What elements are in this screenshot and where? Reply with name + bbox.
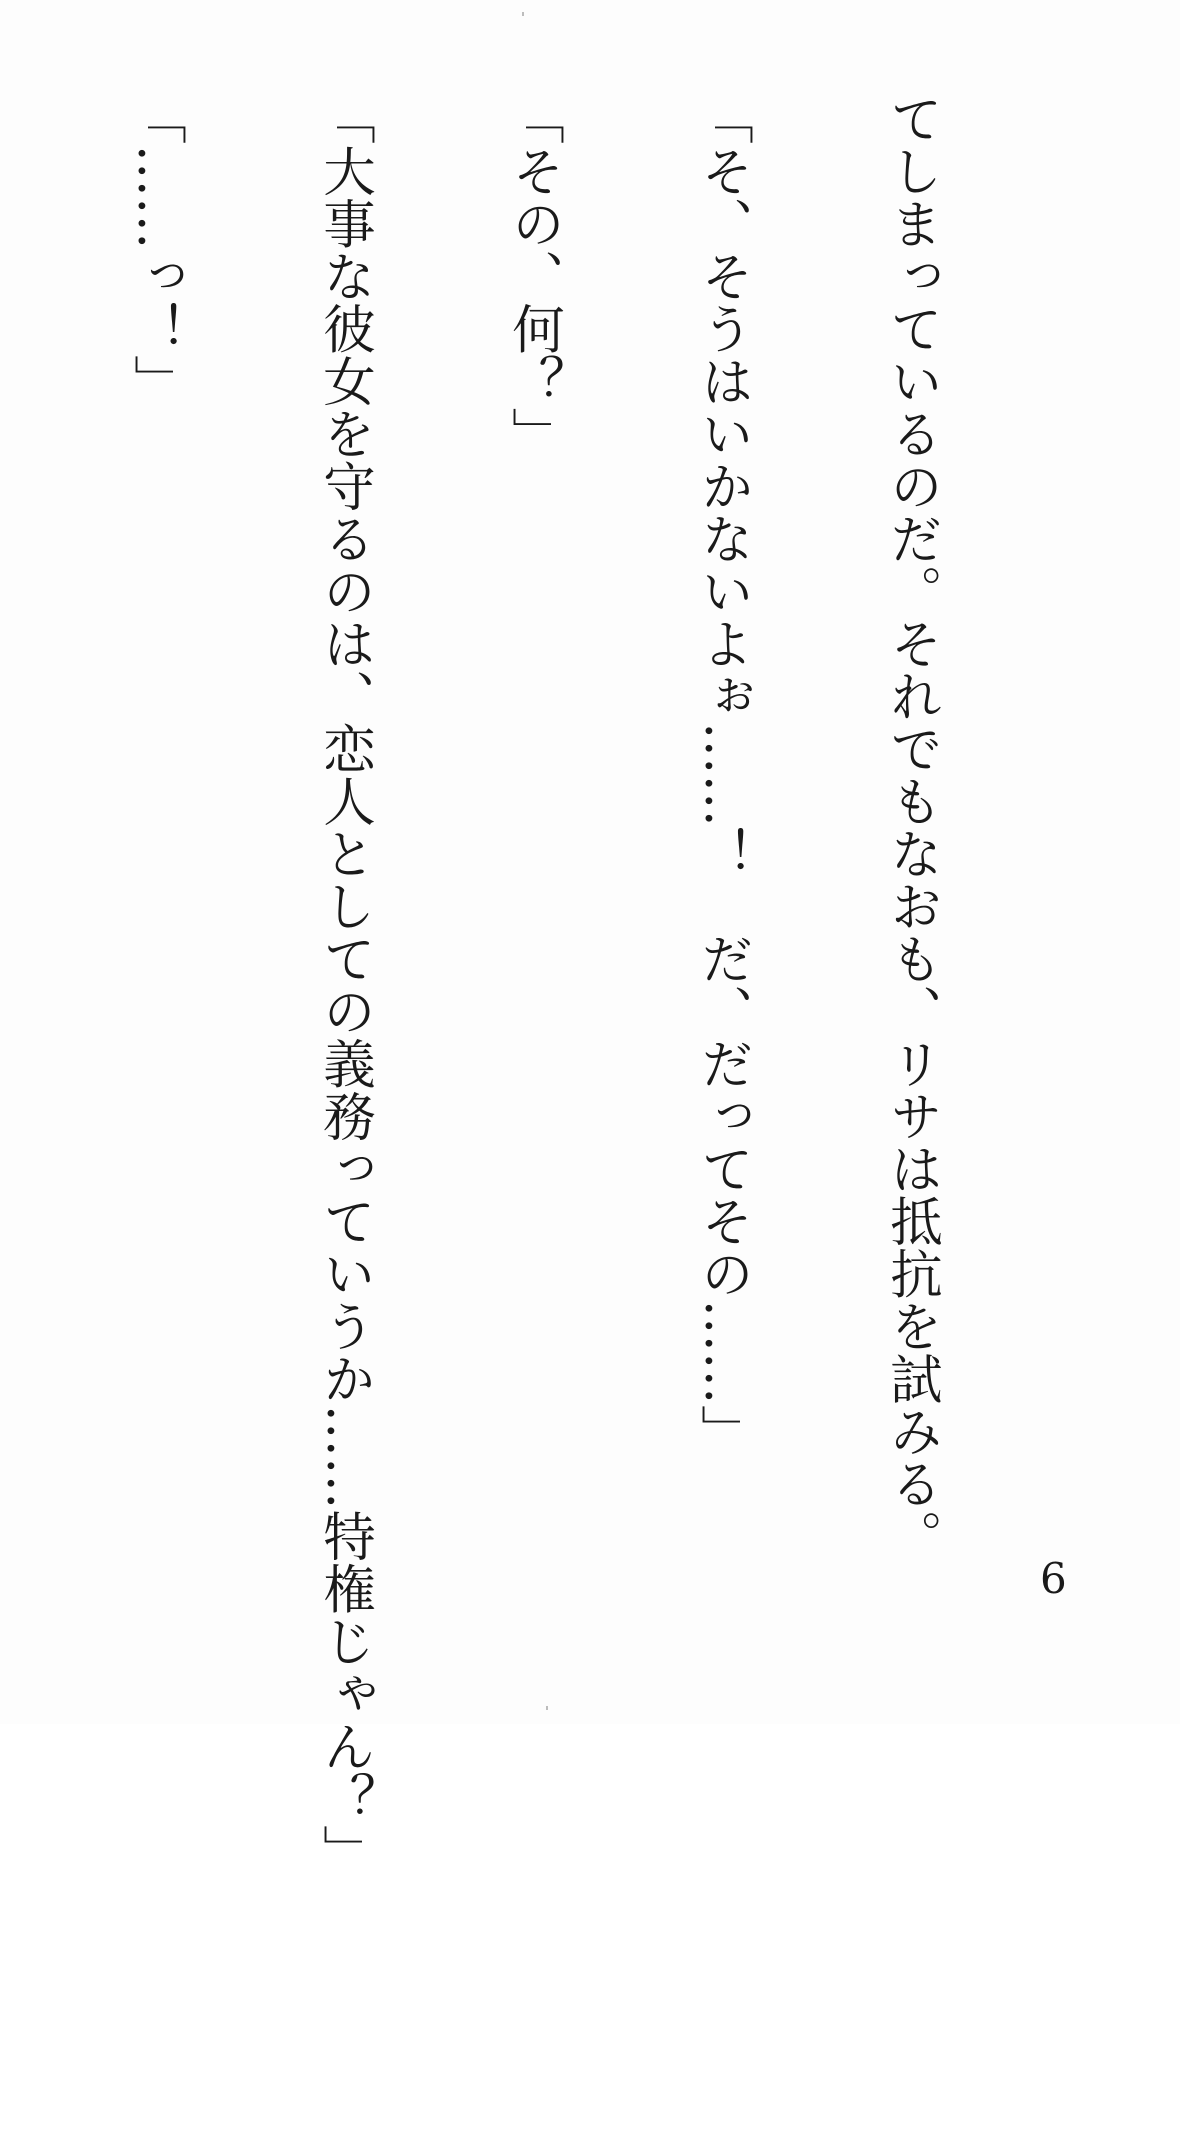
text-line: 「そ、そうはいかないよぉ……！ だ、だってその……」 [693,92,754,1457]
scan-speck [546,1706,548,1710]
text-line: 「その、何？」 [504,92,565,460]
text-line: てしまっているのだ。それでもなおも、リサは抵抗を試みる。 [882,92,943,1562]
text-line: 「……っ！」 [126,92,187,407]
vertical-body-text [0,92,1070,1877]
text-line: 「大事な彼女を守るのは、恋人としての義務っていうか……特権じゃん？」 [315,92,376,1877]
scan-speck [522,12,524,16]
page-number: 6 [1040,1554,1067,1603]
